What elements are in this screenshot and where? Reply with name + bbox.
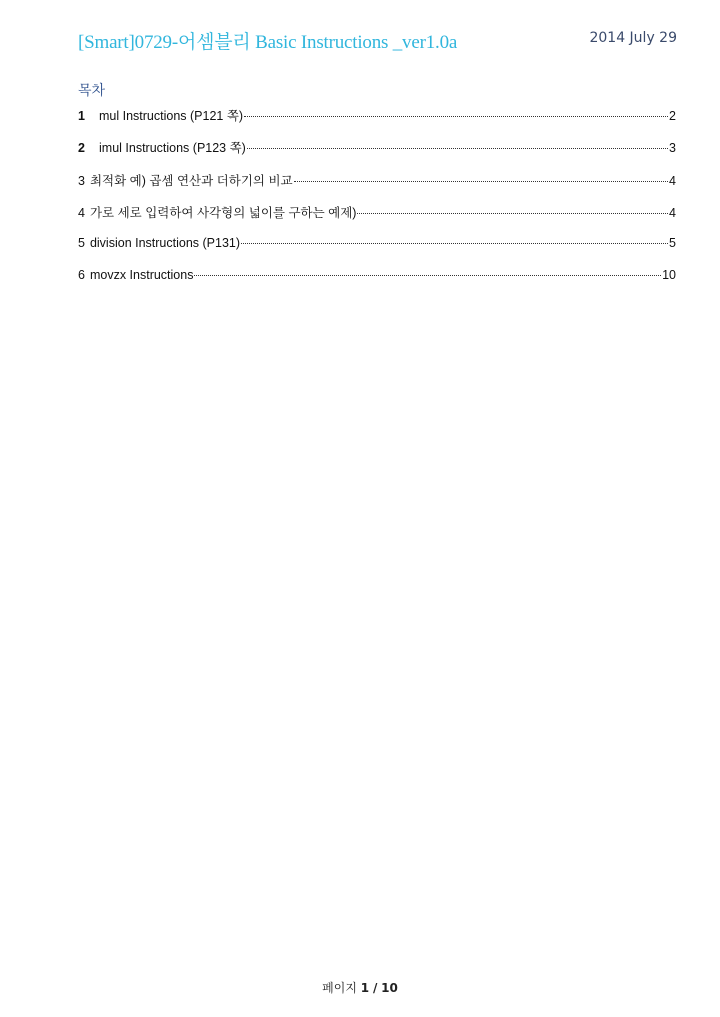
footer-page-label: 페이지 [322,981,357,995]
toc-entry[interactable] [78,203,676,235]
document-header-title: [Smart]0729-어셈블리 Basic Instructions _ver1.0a [78,32,458,53]
toc-dot-leader [194,274,661,276]
toc-heading: 목차 [78,83,106,99]
toc-entry[interactable] [78,171,676,203]
toc-dot-leader [244,115,668,117]
toc-entry-number: 4 [78,206,85,221]
toc-entry-title: 최적화 예) 곱셈 연산과 더하기의 비교 [89,173,293,188]
toc-entry-title: 가로 세로 입력하여 사각형의 넓이를 구하는 예제) [89,206,357,221]
document-header-date: 2014 July 29 [589,30,677,46]
footer-current-page: 1 [360,981,370,995]
toc-entry-page: 4 [669,173,676,188]
toc-entry-page: 4 [669,206,676,221]
footer-separator: / [372,981,378,995]
toc-entry-number: 1 [78,109,85,123]
toc-entry-title: movzx Instructions [89,267,194,282]
toc-dot-leader [241,242,668,244]
toc-entry[interactable] [78,106,676,138]
toc-dot-leader [357,212,668,214]
toc-entry-number: 2 [78,141,85,156]
toc-entry-page: 10 [662,267,676,282]
toc-entry[interactable] [78,268,676,300]
footer-total-pages: 10 [381,981,398,995]
toc-entry-page: 5 [669,235,676,250]
toc-entry-page: 3 [669,141,676,156]
page-footer [0,979,720,996]
toc-entry-number: 5 [78,235,85,250]
toc-entry[interactable] [78,236,676,268]
toc-dot-leader [247,147,668,149]
toc-entry-title: division Instructions (P131) [89,235,241,250]
toc-entry-number: 3 [78,173,85,188]
toc-dot-leader [294,180,668,182]
toc-entry-page: 2 [669,109,676,123]
table-of-contents [78,106,676,300]
toc-entry-number: 6 [78,267,85,282]
toc-entry-title: imul Instructions (P123 쪽) [99,141,246,156]
toc-entry[interactable] [78,138,676,170]
toc-entry-title: mul Instructions (P121 쪽) [99,109,244,123]
